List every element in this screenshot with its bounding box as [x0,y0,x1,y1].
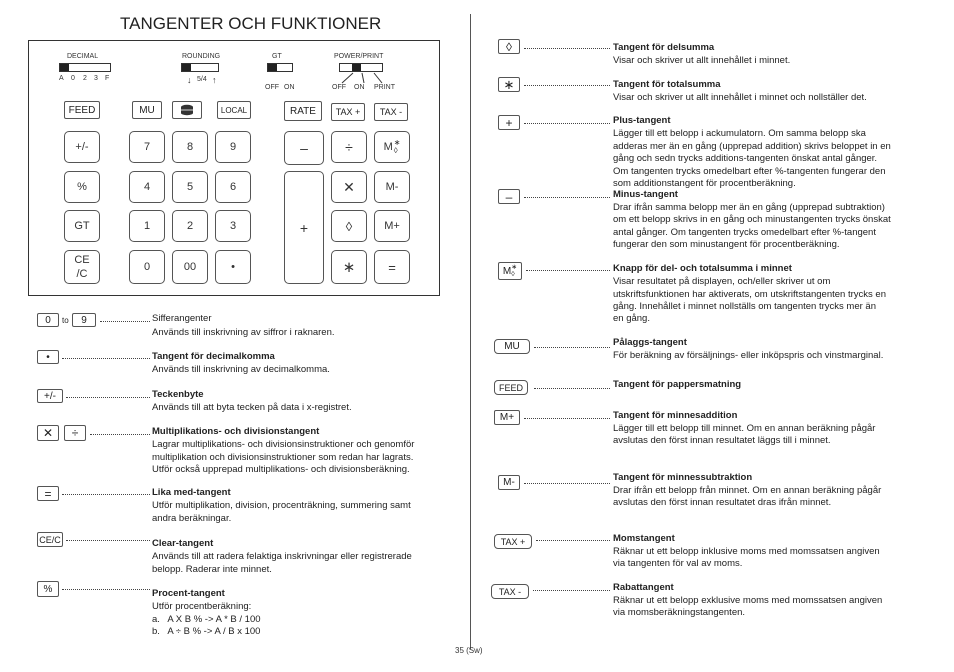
leader-line [524,483,610,484]
leader-line [533,590,610,591]
key-8[interactable]: 8 [172,131,208,163]
subtotal-key[interactable]: ◊ [331,210,367,242]
column-divider [470,14,471,649]
key-decimal[interactable]: • [215,250,251,284]
entry-desc: om ett belopp skrivs in en gång och minustangenten trycks önskat [613,214,891,225]
power-switch-label: POWER/PRINT [334,53,384,60]
entry-key-decimal: • [37,350,59,364]
entry-key-feed: FEED [494,380,528,395]
decimal-switch-label: DECIMAL [67,53,99,60]
decimal-tick: 3 [94,75,98,82]
gt-switch[interactable] [267,63,293,72]
key-9[interactable]: 9 [215,131,251,163]
entry-desc: Utför procentberäkning: [152,601,252,612]
plus-minus-key[interactable]: +/- [64,131,100,163]
entry-desc: Visar och skriver ut allt innehållet i minnet. [613,55,791,66]
leader-line [536,540,610,541]
entry-desc: Drar ifrån samma belopp mer än en gång (upprepad subtraktion) [613,202,885,213]
key-5[interactable]: 5 [172,171,208,203]
star-diamond-icon: ∗ ◊ [511,264,518,278]
entry-desc: För beräkning av försäljnings- eller inköpspris och vinstmarginal. [613,350,884,361]
leader-line [66,397,150,398]
decimal-ticks [59,73,111,83]
leader-line [524,418,610,419]
multiply-key[interactable]: ✕ [331,171,367,203]
entry-desc: Drar ifrån ett belopp från minnet. Om en annan beräkning pågår [613,485,882,496]
memory-total-key[interactable] [374,131,410,163]
percent-key[interactable]: % [64,171,100,203]
decimal-tick: A [59,75,64,82]
entry-desc: Räknar ut ett belopp inklusive moms med momssatsen angiven [613,546,880,557]
entry-head-feed: Tangent för pappersmatning [613,379,742,390]
leader-line [62,589,150,590]
entry-desc: b. A ÷ B % -> A / B x 100 [152,626,261,637]
key-00[interactable]: 00 [172,250,208,284]
mu-key[interactable]: MU [132,101,162,119]
gt-switch-label: GT [272,53,282,60]
entry-desc: via tangenten för val av moms. [613,558,743,569]
entry-key-divide: ÷ [64,425,86,441]
memory-plus-key[interactable]: M+ [374,210,410,242]
leader-line [524,85,610,86]
gt-tick: OFF [265,84,279,91]
entry-desc: Lägger till ett belopp i ackumulatorn. Om samma belopp ska [613,128,866,139]
entry-desc: Används till inskrivning av decimalkomma. [152,364,330,375]
entry-desc: Lagrar multiplikations- och divisionsinstruktioner och genomför [152,439,415,450]
entry-desc: som additionstangent för procentberäkning. [613,178,796,189]
entry-desc: avslutas den först innan resultatet dras ifrån minnet. [613,497,832,508]
entry-desc: gång. Innehållet i minnet nollställs om tangenten trycks mer än [613,301,876,312]
leader-line [62,358,150,359]
entry-key-memory-minus: M- [498,475,520,490]
entry-desc: a. A X B % -> A * B / 100 [152,614,261,625]
leader-line [90,434,150,435]
leader-line [62,494,150,495]
entry-key-total: ∗ [498,77,520,92]
memory-total-label: M [383,141,393,153]
leader-line [534,388,610,389]
leader-line [66,540,150,541]
entry-desc: Utför multiplikation, division, procenträkning, summering samt [152,500,411,511]
entry-key-percent: % [37,581,59,597]
rounding-switch-label: ROUNDING [182,53,221,60]
divide-key[interactable]: ÷ [331,131,367,163]
entry-head-sign: Teckenbyte [152,389,204,400]
entry-key-plus: + [498,115,520,130]
page-title: TANGENTER OCH FUNKTIONER [120,14,382,33]
minus-key[interactable]: – [284,131,324,165]
entry-desc: andra beräkningar. [152,513,232,524]
page-number: 35 (Sw) [455,646,483,655]
entry-key-minus: – [498,189,520,204]
to-word: to [62,316,69,325]
entry-key-sign: +/- [37,389,63,403]
key-0[interactable]: 0 [129,250,165,284]
entry-key-subtotal: ◊ [498,39,520,54]
rounding-up-icon: ↑ [212,75,217,85]
entry-desc: Används till inskrivning av siffror i raknaren. [152,327,335,338]
leader-line [524,197,610,198]
tax-plus-key[interactable]: TAX + [331,103,365,121]
entry-head-tax-plus: Momstangent [613,533,675,544]
key-7[interactable]: 7 [129,131,165,163]
local-key[interactable]: LOCAL [217,101,251,119]
leader-line [526,270,610,271]
leader-line [524,123,610,124]
tax-minus-key[interactable]: TAX - [374,103,408,121]
entry-key-equals: = [37,486,59,501]
entry-desc: en gång. [613,313,650,324]
entry-head-tax-minus: Rabattangent [613,582,674,593]
entry-desc: Lägger till ett belopp till minnet. Om en annan beräkning pågår [613,423,876,434]
ce-label: CE [74,254,90,266]
c-label: /C [76,268,88,280]
power-tick: ON [354,84,365,91]
key-2[interactable]: 2 [172,210,208,242]
rounding-down-icon: ↓ [187,75,192,85]
leader-line [100,321,150,322]
entry-head-subtotal: Tangent för delsumma [613,42,715,53]
entry-desc: Visar och skriver ut allt innehållet i minnet och nollställer det. [613,92,867,103]
entry-key-memory-plus: M+ [494,410,520,425]
key-1[interactable]: 1 [129,210,165,242]
entry-head-clear: Clear-tangent [152,538,214,549]
entry-key-9: 9 [72,313,96,327]
gt-tick: ON [284,84,295,91]
ce-c-key[interactable] [64,250,100,284]
plus-key[interactable]: + [284,171,324,284]
entry-desc: utskriftsfunktionen har aktiverats, om utskriftstangenten trycks en [613,289,886,300]
entry-head-total: Tangent för totalsumma [613,79,721,90]
entry-head-percent: Procent-tangent [152,588,225,599]
equals-key[interactable]: = [374,250,410,284]
power-switch-lines [334,71,394,85]
entry-head-decimal: Tangent för decimalkomma [152,351,275,362]
entry-desc: adderas mer än en gång (upprepad addition) skrivs beloppet in en [613,141,891,152]
entry-head-minus: Minus-tangent [613,189,678,200]
total-key[interactable]: ∗ [331,250,367,284]
entry-desc: antal gånger. Om tangenten trycks omedelbart efter %-tangent [613,227,876,238]
entry-key-mu: MU [494,339,530,354]
entry-head-plus: Plus-tangent [613,115,671,126]
decimal-tick: 0 [71,75,75,82]
leader-line [524,48,610,49]
gt-key[interactable]: GT [64,210,100,242]
entry-key-tax-minus: TAX - [491,584,529,599]
entry-key-memory-total-label: M [502,265,512,277]
entry-desc: multiplikation och divisionsinstruktioner som redan har lagrats. [152,452,414,463]
rounding-tick: 5/4 [197,76,207,83]
entry-desc: Används till att radera felaktiga inskrivningar eller registrerade [152,551,412,562]
entry-head-muldiv: Multiplikations- och divisionstangent [152,426,320,437]
database-icon [180,104,194,116]
entry-desc: Om tangenten trycks omedelbart efter %-tangenten fungerar den [613,166,886,177]
rounding-ticks [187,73,227,85]
entry-desc: gång och sedn trycks additions-tangenten önskat antal gånger. [613,153,878,164]
entry-head-equals: Lika med-tangent [152,487,231,498]
power-tick: PRINT [374,84,395,91]
entry-desc: Räknar ut ett belopp exklusive moms med momssatsen angiven [613,595,883,606]
entry-desc: belopp. Raderar inte minnet. [152,564,272,575]
entry-desc: Utför också upprepad multiplikations- och divisionsberäkning. [152,464,410,475]
calculator-panel [28,40,440,296]
database-key[interactable] [172,101,202,119]
entry-desc: Används till att byta tecken på data i x-registret. [152,402,352,413]
feed-key[interactable]: FEED [64,101,100,119]
entry-head-mu: Pålaggs-tangent [613,337,687,348]
power-tick: OFF [332,84,346,91]
rounding-switch[interactable] [181,63,219,72]
key-4[interactable]: 4 [129,171,165,203]
entry-desc: avslutas den först innan resultatet läggs till i minnet. [613,435,831,446]
entry-desc: Visar resultatet på displayen, och/eller skriver ut om [613,276,831,287]
star-diamond-icon: ∗ ◊ [393,138,401,155]
entry-head-memory-total: Knapp för del- och totalsumma i minnet [613,263,792,274]
decimal-tick: F [105,75,110,82]
entry-head-memory-plus: Tangent för minnesaddition [613,410,738,421]
entry-head-digits: Sifferangenter [152,313,212,324]
memory-minus-key[interactable]: M- [374,171,410,203]
rate-key[interactable]: RATE [284,101,322,121]
entry-key-tax-plus: TAX + [494,534,532,549]
entry-desc: fungerar den som minustangent för procentberäkning. [613,239,840,250]
entry-key-memory-total [498,262,522,280]
entry-desc: via momsberäkningstangenten. [613,607,746,618]
leader-line [534,347,610,348]
entry-key-multiply: ✕ [37,425,59,441]
entry-head-memory-minus: Tangent för minnessubtraktion [613,472,753,483]
key-6[interactable]: 6 [215,171,251,203]
entry-key-clear: CE/C [37,532,63,547]
decimal-tick: 2 [83,75,87,82]
key-3[interactable]: 3 [215,210,251,242]
decimal-switch[interactable] [59,63,111,72]
entry-key-0: 0 [37,313,59,327]
